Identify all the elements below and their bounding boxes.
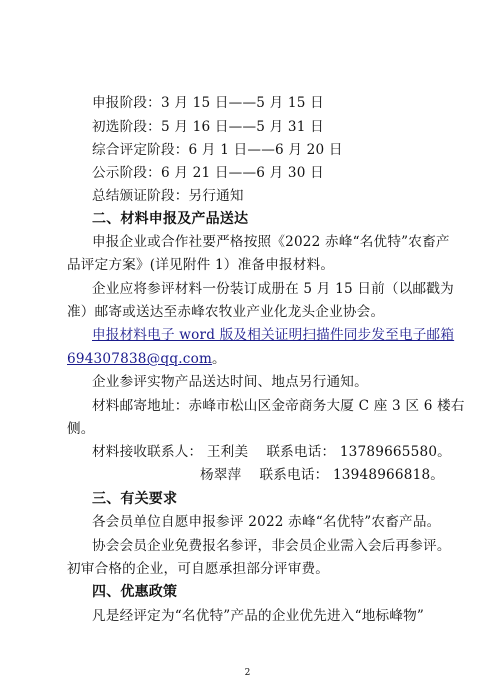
paragraph-submission-line2: 准）邮寄或送达至赤峰农牧业产业化龙头企业协会。 — [67, 304, 385, 320]
paragraph-membership-line1: 协会会员企业免费报名参评，非会员企业需入会后再参评。 — [92, 538, 451, 554]
contact-person-2: 杨翠萍 联系电话： 13948966818。 — [200, 467, 445, 483]
section-heading-materials: 二、材料申报及产品送达 — [92, 211, 249, 227]
paragraph-address-line2: 侧。 — [67, 421, 95, 437]
paragraph-application-line2: 品评定方案》(详见附件 1）准备申报材料。 — [67, 257, 335, 273]
section-heading-requirements: 三、有关要求 — [92, 491, 178, 507]
paragraph-voluntary: 各会员单位自愿申报参评 2022 赤峰“名优特”农畜产品。 — [92, 514, 441, 530]
paragraph-membership-line2: 初审合格的企业，可自愿承担部分评审费。 — [67, 561, 330, 577]
page-number: 2 — [244, 668, 251, 678]
schedule-publicity: 公示阶段：6 月 21 日——6 月 30 日 — [92, 165, 324, 181]
contact-person-1: 材料接收联系人： 王利美 联系电话： 13789665580。 — [92, 444, 451, 460]
schedule-comprehensive: 综合评定阶段：6 月 1 日——6 月 20 日 — [92, 142, 343, 158]
paragraph-address-line1: 材料邮寄地址：赤峰市松山区金帝商务大厦 C 座 3 区 6 楼右 — [92, 398, 465, 414]
paragraph-electronic-line1[interactable]: 申报材料电子 word 版及相关证明扫描件同步发至电子邮箱 — [92, 327, 455, 343]
schedule-award: 总结颁证阶段：另行通知 — [92, 188, 244, 204]
email-link[interactable]: 694307838@qq.com — [67, 351, 213, 367]
schedule-apply: 申报阶段：3 月 15 日——5 月 15 日 — [92, 95, 324, 111]
paragraph-application-line1: 申报企业或合作社要严格按照《2022 赤峰“名优特”农畜产 — [92, 234, 450, 250]
paragraph-product-delivery: 企业参评实物产品送达时间、地点另行通知。 — [92, 374, 368, 390]
email-period: 。 — [212, 351, 226, 367]
paragraph-submission-line1: 企业应将参评材料一份装订成册在 5 月 15 日前（以邮戳为 — [92, 281, 454, 297]
section-heading-policies: 四、优惠政策 — [92, 584, 178, 600]
paragraph-electronic-line2 — [67, 350, 226, 368]
paragraph-policy-line1: 凡是经评定为“名优特”产品的企业优先进入“地标峰物” — [92, 608, 425, 624]
schedule-preliminary: 初选阶段：5 月 16 日——5 月 31 日 — [92, 119, 324, 135]
